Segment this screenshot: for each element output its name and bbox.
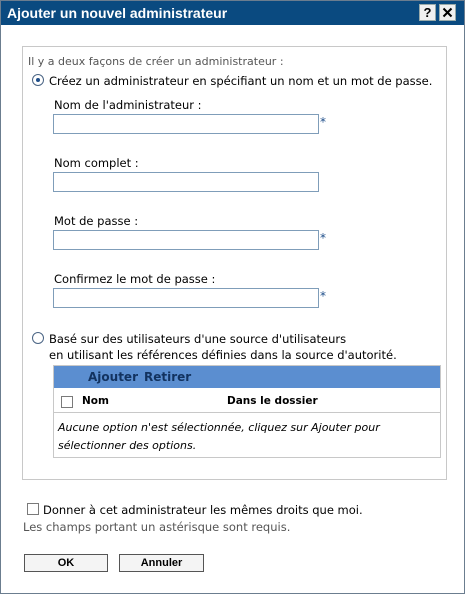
close-icon (442, 7, 453, 18)
select-all-checkbox[interactable] (61, 396, 73, 408)
same-rights-label: Donner à cet administrateur les mêmes droits que moi. (43, 503, 363, 517)
radio-manual[interactable] (32, 74, 44, 86)
same-rights-checkbox[interactable] (27, 503, 39, 515)
required-marker: * (320, 115, 326, 129)
help-icon: ? (423, 5, 432, 20)
admin-name-input[interactable] (53, 114, 319, 134)
radio-user-source-label: Basé sur des utilisateurs d'une source d'utilisateurs (49, 332, 347, 346)
dialog-title: Ajouter un nouvel administrateur (7, 5, 228, 21)
full-name-label: Nom complet : (54, 156, 139, 170)
confirm-password-input[interactable] (53, 288, 319, 308)
user-selection-table (53, 365, 441, 458)
intro-text: Il y a deux façons de créer un administrateur : (28, 55, 284, 68)
confirm-password-label: Confirmez le mot de passe : (54, 272, 216, 286)
password-input[interactable] (53, 230, 319, 250)
radio-user-source[interactable] (32, 332, 44, 344)
required-fields-note: Les champs portant un astérisque sont requis. (23, 520, 291, 534)
required-marker: * (320, 231, 326, 245)
help-button[interactable] (419, 4, 436, 21)
ok-button[interactable]: OK (24, 554, 108, 572)
full-name-input[interactable] (53, 172, 319, 192)
radio-manual-label: Créez un administrateur en spécifiant un nom et un mot de passe. (49, 74, 433, 88)
remove-link[interactable]: Retirer (144, 370, 192, 384)
required-marker: * (320, 289, 326, 303)
admin-name-label: Nom de l'administrateur : (54, 98, 202, 112)
radio-user-source-sublabel: en utilisant les références définies dans la source d'autorité. (49, 348, 397, 362)
title-bar (1, 1, 464, 25)
empty-table-message: Aucune option n'est sélectionnée, cliquez sur Ajouter pour sélectionner des options. (58, 421, 380, 452)
password-label: Mot de passe : (54, 214, 139, 228)
add-link[interactable]: Ajouter (88, 370, 138, 384)
table-header (54, 391, 440, 413)
table-toolbar (54, 366, 440, 388)
radio-selected-dot (36, 78, 40, 82)
column-header-name: Nom (82, 395, 109, 407)
cancel-button[interactable]: Annuler (119, 554, 204, 572)
close-button[interactable] (439, 4, 456, 21)
column-header-folder: Dans le dossier (227, 395, 318, 407)
